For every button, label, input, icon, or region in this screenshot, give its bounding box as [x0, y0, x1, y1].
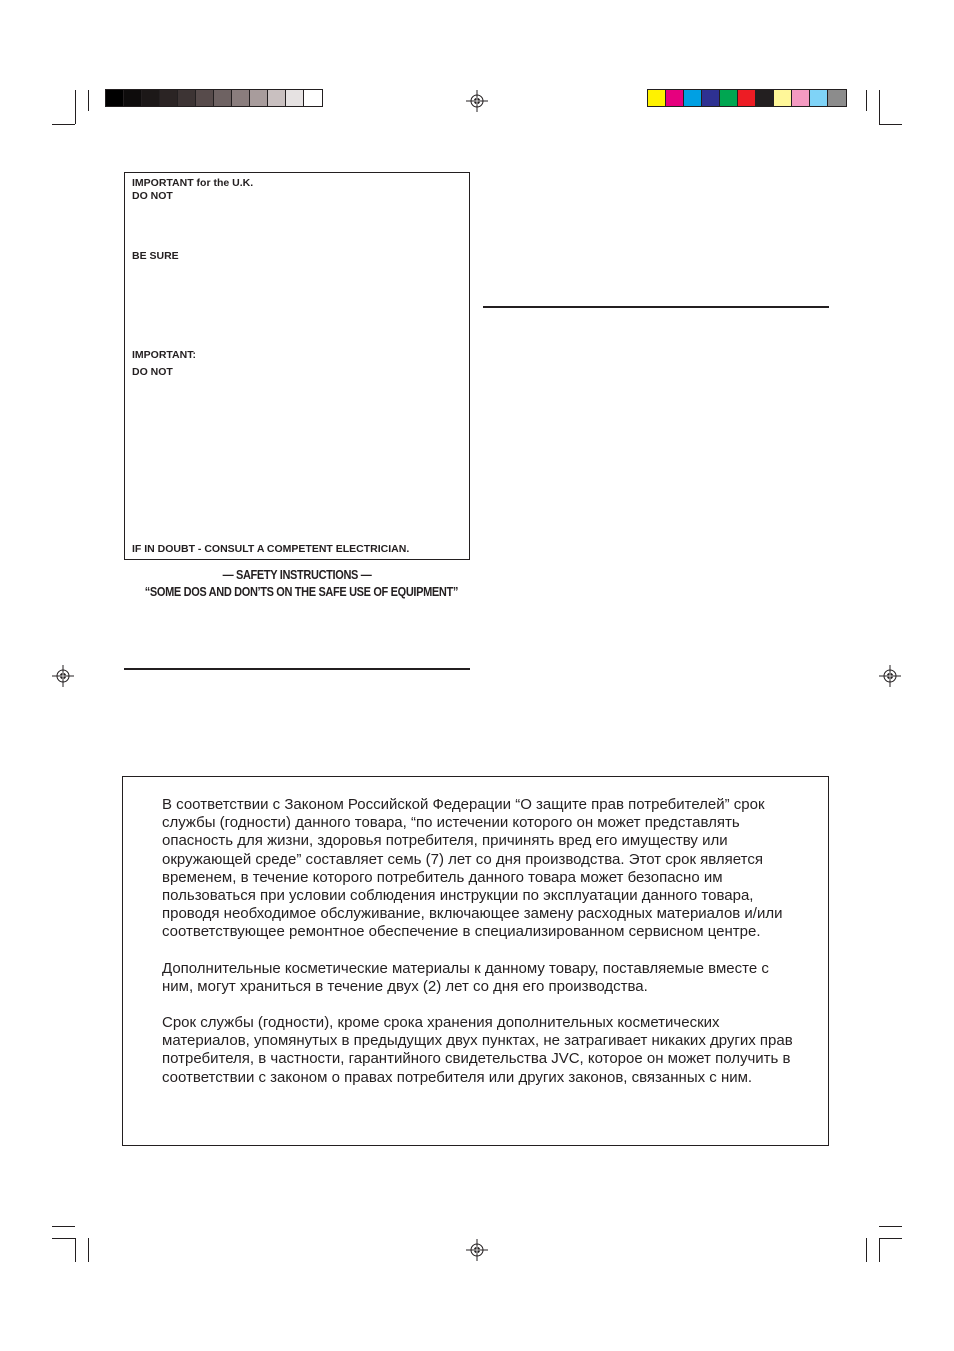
color-swatch	[756, 90, 774, 106]
russian-notice-paragraph: Дополнительные косметические материалы к данному товару, поставляемые вместе с ним, могут храниться в течение двух (2) лет со дня его производства.	[162, 959, 769, 995]
color-swatch	[738, 90, 756, 106]
crop-mark	[75, 1238, 76, 1262]
color-swatch	[828, 90, 846, 106]
registration-mark-icon	[879, 665, 901, 687]
uk-notice-box	[124, 172, 470, 560]
color-swatch	[702, 90, 720, 106]
color-swatch	[232, 90, 250, 106]
uk-notice-be-sure: BE SURE	[132, 250, 179, 262]
color-swatch	[286, 90, 304, 106]
registration-mark-icon	[466, 1239, 488, 1261]
crop-mark	[52, 124, 75, 125]
section-divider	[483, 306, 829, 308]
color-swatch	[648, 90, 666, 106]
color-swatch	[810, 90, 828, 106]
crop-mark	[879, 124, 902, 125]
russian-notice-paragraph: В соответствии с Законом Российской Федерации “О защите прав потребителей” срок службы (годности) данного товара, “по истечении которого он может представлять опасность для жизни, здоровья потребителя, причинять вред его имуществу или окружающей среде” составляет семь (7) лет со дня производства. Этот срок является временем, в течение которого потребитель данного товара может безопасно им пользоваться при условии соблюдения инструкции по эксплуатации данного товара, проводя необходимое обслуживание, включающее замену расходных материалов и/или соответствующее ремонтное обеспечение в специализированном сервисном центре.	[162, 796, 783, 941]
color-swatch	[178, 90, 196, 106]
color-swatch	[774, 90, 792, 106]
crop-mark	[88, 1238, 89, 1262]
crop-mark	[879, 1226, 902, 1227]
grayscale-color-bar	[105, 89, 323, 107]
uk-notice-footer: IF IN DOUBT - CONSULT A COMPETENT ELECTRICIAN.	[132, 543, 410, 555]
color-swatch	[666, 90, 684, 106]
color-swatch	[720, 90, 738, 106]
russian-notice-box	[122, 776, 829, 1146]
uk-notice-do-not: DO NOT	[132, 190, 173, 202]
crop-mark	[52, 1238, 75, 1239]
color-swatch	[196, 90, 214, 106]
color-swatch	[792, 90, 810, 106]
section-divider	[124, 668, 470, 670]
color-swatch	[250, 90, 268, 106]
uk-notice-do-not-2: DO NOT	[132, 366, 173, 378]
crop-mark	[88, 90, 89, 111]
color-swatch	[268, 90, 286, 106]
registration-mark-icon	[466, 90, 488, 112]
crop-mark	[866, 90, 867, 111]
crop-mark	[75, 90, 76, 124]
registration-mark-icon	[52, 665, 74, 687]
uk-notice-important: IMPORTANT:	[132, 349, 196, 361]
crop-mark	[879, 1238, 902, 1239]
russian-notice-paragraph: Срок службы (годности), кроме срока хранения дополнительных косметических материалов, упомянутых в предыдущих двух пунктах, не затрагивает никаких других прав потребителя, в частности, гарантийного свидетельства JVC, которое он может получить в соответствии с законом о правах потребителя или других законов, связанных с ним.	[162, 1014, 793, 1086]
uk-notice-heading: IMPORTANT for the U.K.	[132, 177, 254, 189]
color-swatch	[160, 90, 178, 106]
color-swatch	[124, 90, 142, 106]
crop-mark	[866, 1238, 867, 1262]
color-swatch	[684, 90, 702, 106]
crop-mark	[879, 1238, 880, 1262]
safety-instructions-title: — SAFETY INSTRUCTIONS —	[222, 568, 372, 582]
color-swatch	[214, 90, 232, 106]
crop-mark	[52, 1226, 75, 1227]
color-swatch	[106, 90, 124, 106]
color-swatch	[304, 90, 322, 106]
safety-instructions-subtitle: “SOME DOS AND DON’TS ON THE SAFE USE OF EQUIPMENT”	[144, 585, 458, 599]
russian-notice-text	[162, 796, 802, 1105]
crop-mark	[879, 90, 880, 124]
color-swatch	[142, 90, 160, 106]
process-color-bar	[647, 89, 847, 107]
